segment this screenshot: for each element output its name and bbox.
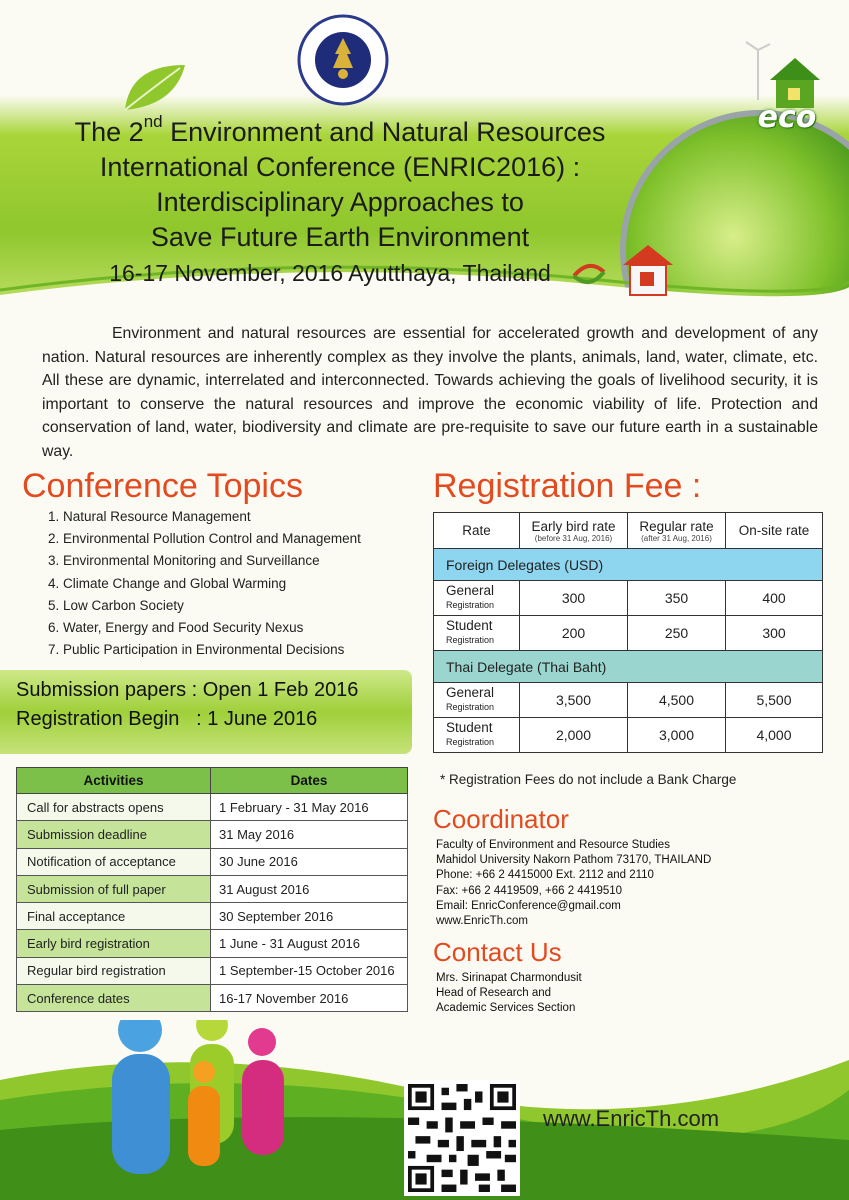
activities-header: Activities [17, 768, 211, 794]
fee-group-row [434, 651, 823, 683]
thai-group-label: Thai Delegate (Thai Baht) [434, 651, 823, 683]
qr-code-icon[interactable] [404, 1080, 520, 1196]
table-row [17, 875, 408, 902]
fee-cell: 250 [628, 616, 726, 651]
category-cell: General Registration [434, 683, 520, 718]
coordinator-email: Email: EnricConference@gmail.com [436, 899, 621, 912]
activity-cell: Early bird registration [17, 930, 211, 957]
contact-line: Mrs. Sirinapat Charmondusit [436, 972, 582, 984]
contact-line: Head of Research and [436, 987, 552, 1000]
fee-cell: 3,500 [520, 683, 628, 718]
table-row [17, 794, 408, 821]
fee-group-row [434, 549, 823, 581]
university-seal-icon [297, 14, 389, 106]
footer-website-link[interactable]: www.EnricTh.com [543, 1106, 720, 1131]
table-row [17, 930, 408, 957]
date-cell: 31 May 2016 [211, 821, 408, 848]
conference-date-location: 16-17 November, 2016 Ayutthaya, Thailand [109, 260, 551, 286]
early-header: Early bird rate (before 31 Aug, 2016) [520, 513, 628, 549]
fee-cell: 4,500 [628, 683, 726, 718]
coordinator-phone: Phone: +66 2 4415000 Ext. 2112 and 2110 [436, 869, 654, 882]
regular-header: Regular rate (after 31 Aug, 2016) [628, 513, 726, 549]
people-illustration [112, 1020, 284, 1174]
coordinator-fax: Fax: +66 2 4419509, +66 2 4419510 [436, 884, 623, 897]
date-cell: 16-17 November 2016 [211, 985, 408, 1012]
recycle-icon [570, 258, 608, 290]
fee-table [433, 512, 823, 753]
topic-item: 4. Climate Change and Global Warming [48, 575, 287, 591]
date-cell: 1 June - 31 August 2016 [211, 930, 408, 957]
topics-list [48, 506, 418, 661]
fee-cell: 350 [628, 581, 726, 616]
fee-cell: 3,000 [628, 718, 726, 753]
contact-title: Contact Us [433, 937, 562, 967]
fee-cell: 5,500 [726, 683, 823, 718]
contact-info [436, 971, 582, 1017]
fee-cell: 200 [520, 616, 628, 651]
activities-table [16, 767, 408, 1012]
fee-cell: 400 [726, 581, 823, 616]
onsite-header: On-site rate [726, 513, 823, 549]
fee-note: * Registration Fees do not include a Bank Charge [440, 772, 737, 787]
date-cell: 31 August 2016 [211, 875, 408, 902]
date-cell: 1 September-15 October 2016 [211, 957, 408, 984]
intro-paragraph: Environment and natural resources are essential for accelerated growth and development of any nation. Natural resources are inherently complex as they involve the plants, animals, land, water, climate, etc. All these are dynamic, interrelated and interconnected. Towards achieving the goals of livelihood security, it is important to conserve the natural resources and improve the economic viability of life. Protection and conservation of land, water, biodiversity and climate are pre-requisite to save our future earth in a sustainable way. [42, 325, 818, 460]
table-row [434, 683, 823, 718]
topic-item: 7. Public Participation in Environmental Decisions [48, 642, 345, 658]
coordinator-website: www.EnricTh.com [436, 915, 529, 928]
category-cell: Student Registration [434, 616, 520, 651]
category-cell: Student Registration [434, 718, 520, 753]
table-row [434, 616, 823, 651]
dates-header: Dates [211, 768, 408, 794]
table-row [17, 848, 408, 875]
fee-cell: 300 [520, 581, 628, 616]
activity-cell: Call for abstracts opens [17, 794, 211, 821]
submission-open-text: Submission papers : Open 1 Feb 2016 [16, 679, 359, 701]
activity-cell: Submission of full paper [17, 875, 211, 902]
table-row [17, 821, 408, 848]
rate-header: Rate [434, 513, 520, 549]
conference-title: The 2nd Environment and Natural Resources International Conference (ENRIC2016) : Interdisciplinary Approaches to Save Future Earth Environment [74, 112, 606, 252]
coordinator-line: Mahidol University Nakorn Pathom 73170, THAILAND [436, 854, 712, 867]
activity-cell: Notification of acceptance [17, 848, 211, 875]
fee-cell: 300 [726, 616, 823, 651]
topic-item: 6. Water, Energy and Food Security Nexus [48, 620, 304, 636]
eco-label: eco [757, 100, 817, 135]
fee-cell: 2,000 [520, 718, 628, 753]
activity-cell: Final acceptance [17, 903, 211, 930]
coordinator-title: Coordinator [433, 804, 569, 834]
date-cell: 30 September 2016 [211, 903, 408, 930]
topics-title: Conference Topics [22, 467, 303, 505]
table-row [434, 581, 823, 616]
activity-cell: Regular bird registration [17, 957, 211, 984]
foreign-group-label: Foreign Delegates (USD) [434, 549, 823, 581]
topic-item: 5. Low Carbon Society [48, 597, 184, 613]
coordinator-line: Faculty of Environment and Resource Studies [436, 839, 670, 851]
table-header-row [17, 768, 408, 794]
date-cell: 30 June 2016 [211, 848, 408, 875]
topic-item: 2. Environmental Pollution Control and Management [48, 531, 361, 547]
fee-cell: 4,000 [726, 718, 823, 753]
table-row [17, 903, 408, 930]
activity-cell: Conference dates [17, 985, 211, 1012]
topic-item: 3. Environmental Monitoring and Surveillance [48, 553, 320, 569]
coordinator-info [436, 838, 711, 929]
date-cell: 1 February - 31 May 2016 [211, 794, 408, 821]
topic-item: 1. Natural Resource Management [48, 509, 251, 524]
category-cell: General Registration [434, 581, 520, 616]
table-row [17, 985, 408, 1012]
table-row [17, 957, 408, 984]
fee-title: Registration Fee : [433, 467, 702, 505]
activity-cell: Submission deadline [17, 821, 211, 848]
table-row [434, 718, 823, 753]
contact-line: Academic Services Section [436, 1002, 576, 1015]
registration-begin-text: Registration Begin : 1 June 2016 [16, 708, 318, 730]
table-header-row [434, 513, 823, 549]
